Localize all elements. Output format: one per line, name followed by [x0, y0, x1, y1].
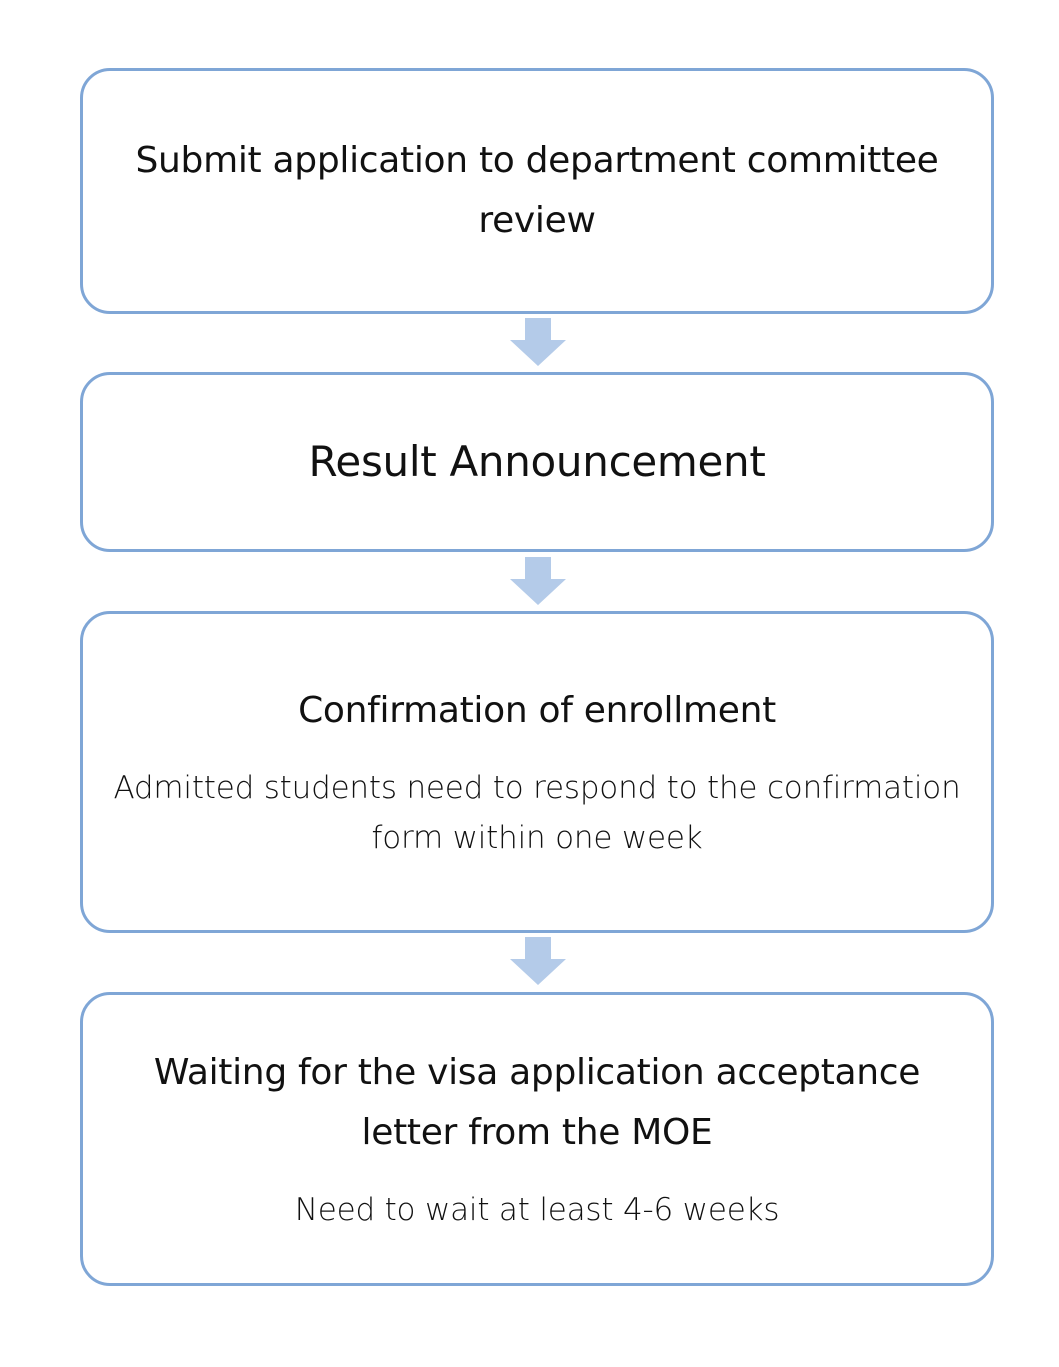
step-description: Need to wait at least 4-6 weeks	[294, 1192, 780, 1228]
step-title: Submit application to department committee review	[135, 140, 939, 241]
step-description: Admitted students need to respond to the confirmation form within one week	[113, 770, 961, 856]
step-box-result-announcement	[80, 372, 994, 552]
step-box-visa-acceptance-letter	[80, 992, 994, 1286]
step-title: Waiting for the visa application acceptance letter from the MOE	[153, 1052, 921, 1153]
step-box-confirmation-of-enrollment	[80, 611, 994, 933]
down-arrow-icon	[510, 557, 566, 605]
step-title: Result Announcement	[308, 437, 766, 486]
step-box-submit-application	[80, 68, 994, 314]
step-title: Confirmation of enrollment	[298, 690, 776, 731]
down-arrow-icon	[510, 318, 566, 366]
down-arrow-icon	[510, 937, 566, 985]
